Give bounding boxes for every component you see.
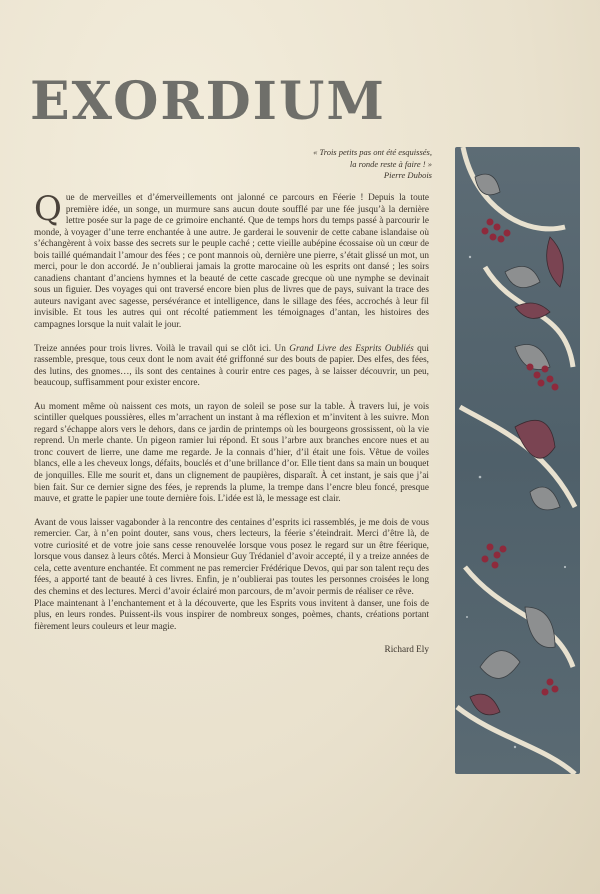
paragraph-5: Place maintenant à l’enchantement et à la découverte, que les Esprits vous invitent à danser, une fois de plus, en leurs rondes. Puissent-ils vous inspirer de nombreux songes, poèmes, chants, créations portant fièrement leurs couleurs et leur magie.	[34, 598, 429, 632]
paragraph-4: Avant de vous laisser vagabonder à la rencontre des centaines d’esprits ici rassemblés, je me dois de vous remercier. Car, à n’en point douter, sans vous, chers lecteurs, la féerie s’éteindrait. Merci d’être là, de votre curiosité et de votre joie sans cesse renouvelée lorsque vous posez le regard sur un être féerique, lorsque vous dansez à leurs côtés. Merci à Monsieur Guy Trédaniel d’avoir accepté, il y a treize années de cela, cette aventure enchantée. Et comment ne pas remercier Frédérique Devos, qui par son talent reçu des fées, a apporté tant de beauté à ces livres. Enfin, je n’oublierai pas toutes les personnes croisées le long des chemins et des lectures. Merci d’avoir éclairé mon parcours, de m’avoir permis de réaliser ce rêve.	[34, 517, 429, 597]
paragraph-1	[34, 189, 429, 332]
paragraph-1-text: ue de merveilles et d’émerveillements ont jalonné ce parcours en Féerie ! Depuis la toute première idée, un songe, un murmure sans aucun doute soufflé par une fée jusqu’à la dernière lettre posée sur la page de ce grimoire enchanté. Que de temps hors du temps passé à parcourir le monde, à voyager d’une terre enchantée à une autre. Je garderai le souvenir de cette cabane islandaise où s’échangèrent à voix basse des secrets sur le peuple caché ; cette vieille aubépine écossaise où un cœur de bois taillé quémandait l’amour des fées ; ce pont mannois où, dernière une pierre, s’était glissé un mot, un merci, pour le don accordé. Je n’oublierai jamais la grotte marocaine où les esprits ont dansé ; les soirs canadiens chantant d’anciens hymnes et la beauté de cette cascade grecque où une nymphe se devinait sous un figuier. Des voyages qui ont traversé encore bien plus de livres que de pays, suivant la trace des auteurs navigant avec sagesse, persévérance et intelligence, dans le sillage des fées, accrochés à leur fil invisible. Et tous les autres qui ont récolté patiemment les témoignages d’antan, les histoires des campagnes lorsque la nuit valait le jour.	[34, 193, 429, 331]
epigraph-author: Pierre Dubois	[383, 170, 432, 180]
paragraph-3: Au moment même où naissent ces mots, un rayon de soleil se pose sur la table. À travers lui, je vois scintiller quelques poussières, elles m’arrachent un instant à ma réflexion et m’invitent à les suivre. Mon regard s’échappe alors vers le dehors, dans ce jardin de printemps où les bourgeons grossissent, où la vie reprend. Un merle chante. Un pigeon ramier lui répond. Et sous l’arbre aux branches encore nues et au tronc couvert de lierre, une dame me regarde. Je la connais d’hier, d’il était une fois. Vêtue de voiles blancs, elle a les cheveux longs, défaits, bouclés et d’une brillance d’or. Elle tient dans sa main un bouquet de jonquilles. Elle me sourit et, dans un clignement de paupières, disparaît. À cet instant, je sais que j’ai bien fait. Sur ce dernier signe des fées, je reprends la plume, la trempe dans l’encre bleu foncé, presque mauve, et gratte le papier une toute dernière fois. L’idée est là, le message est clair.	[34, 401, 429, 505]
epigraph-line-2: la ronde reste à faire ! »	[349, 158, 432, 169]
epigraph-line-1: « Trois petits pas ont été esquissés,	[313, 147, 432, 157]
page-title: EXORDIUM	[30, 71, 386, 132]
book-title: Grand Livre des Esprits Oubliés	[289, 343, 414, 354]
body-text	[34, 189, 429, 657]
paragraph-2	[34, 344, 429, 390]
signature: Richard Ely	[384, 645, 429, 656]
paragraph-2-lead: Treize années pour trois livres. Voilà le travail qui se clôt ici. Un	[34, 343, 290, 354]
border-panel	[455, 147, 580, 774]
botanical-border-illustration	[455, 147, 580, 774]
drop-cap: Q	[34, 189, 62, 229]
paragraph-2-rest: qui rassemble, presque, tous ceux dont le nom avait été griffonné sur des bouts de papier. Des elfes, des fées, des lutins, des gnomes…, ils sont des centaines à courir entre ces pages, à se laisser découvrir, un peu, beaucoup, suffisamment pour exister encore.	[34, 343, 429, 389]
epigraph	[202, 147, 432, 182]
